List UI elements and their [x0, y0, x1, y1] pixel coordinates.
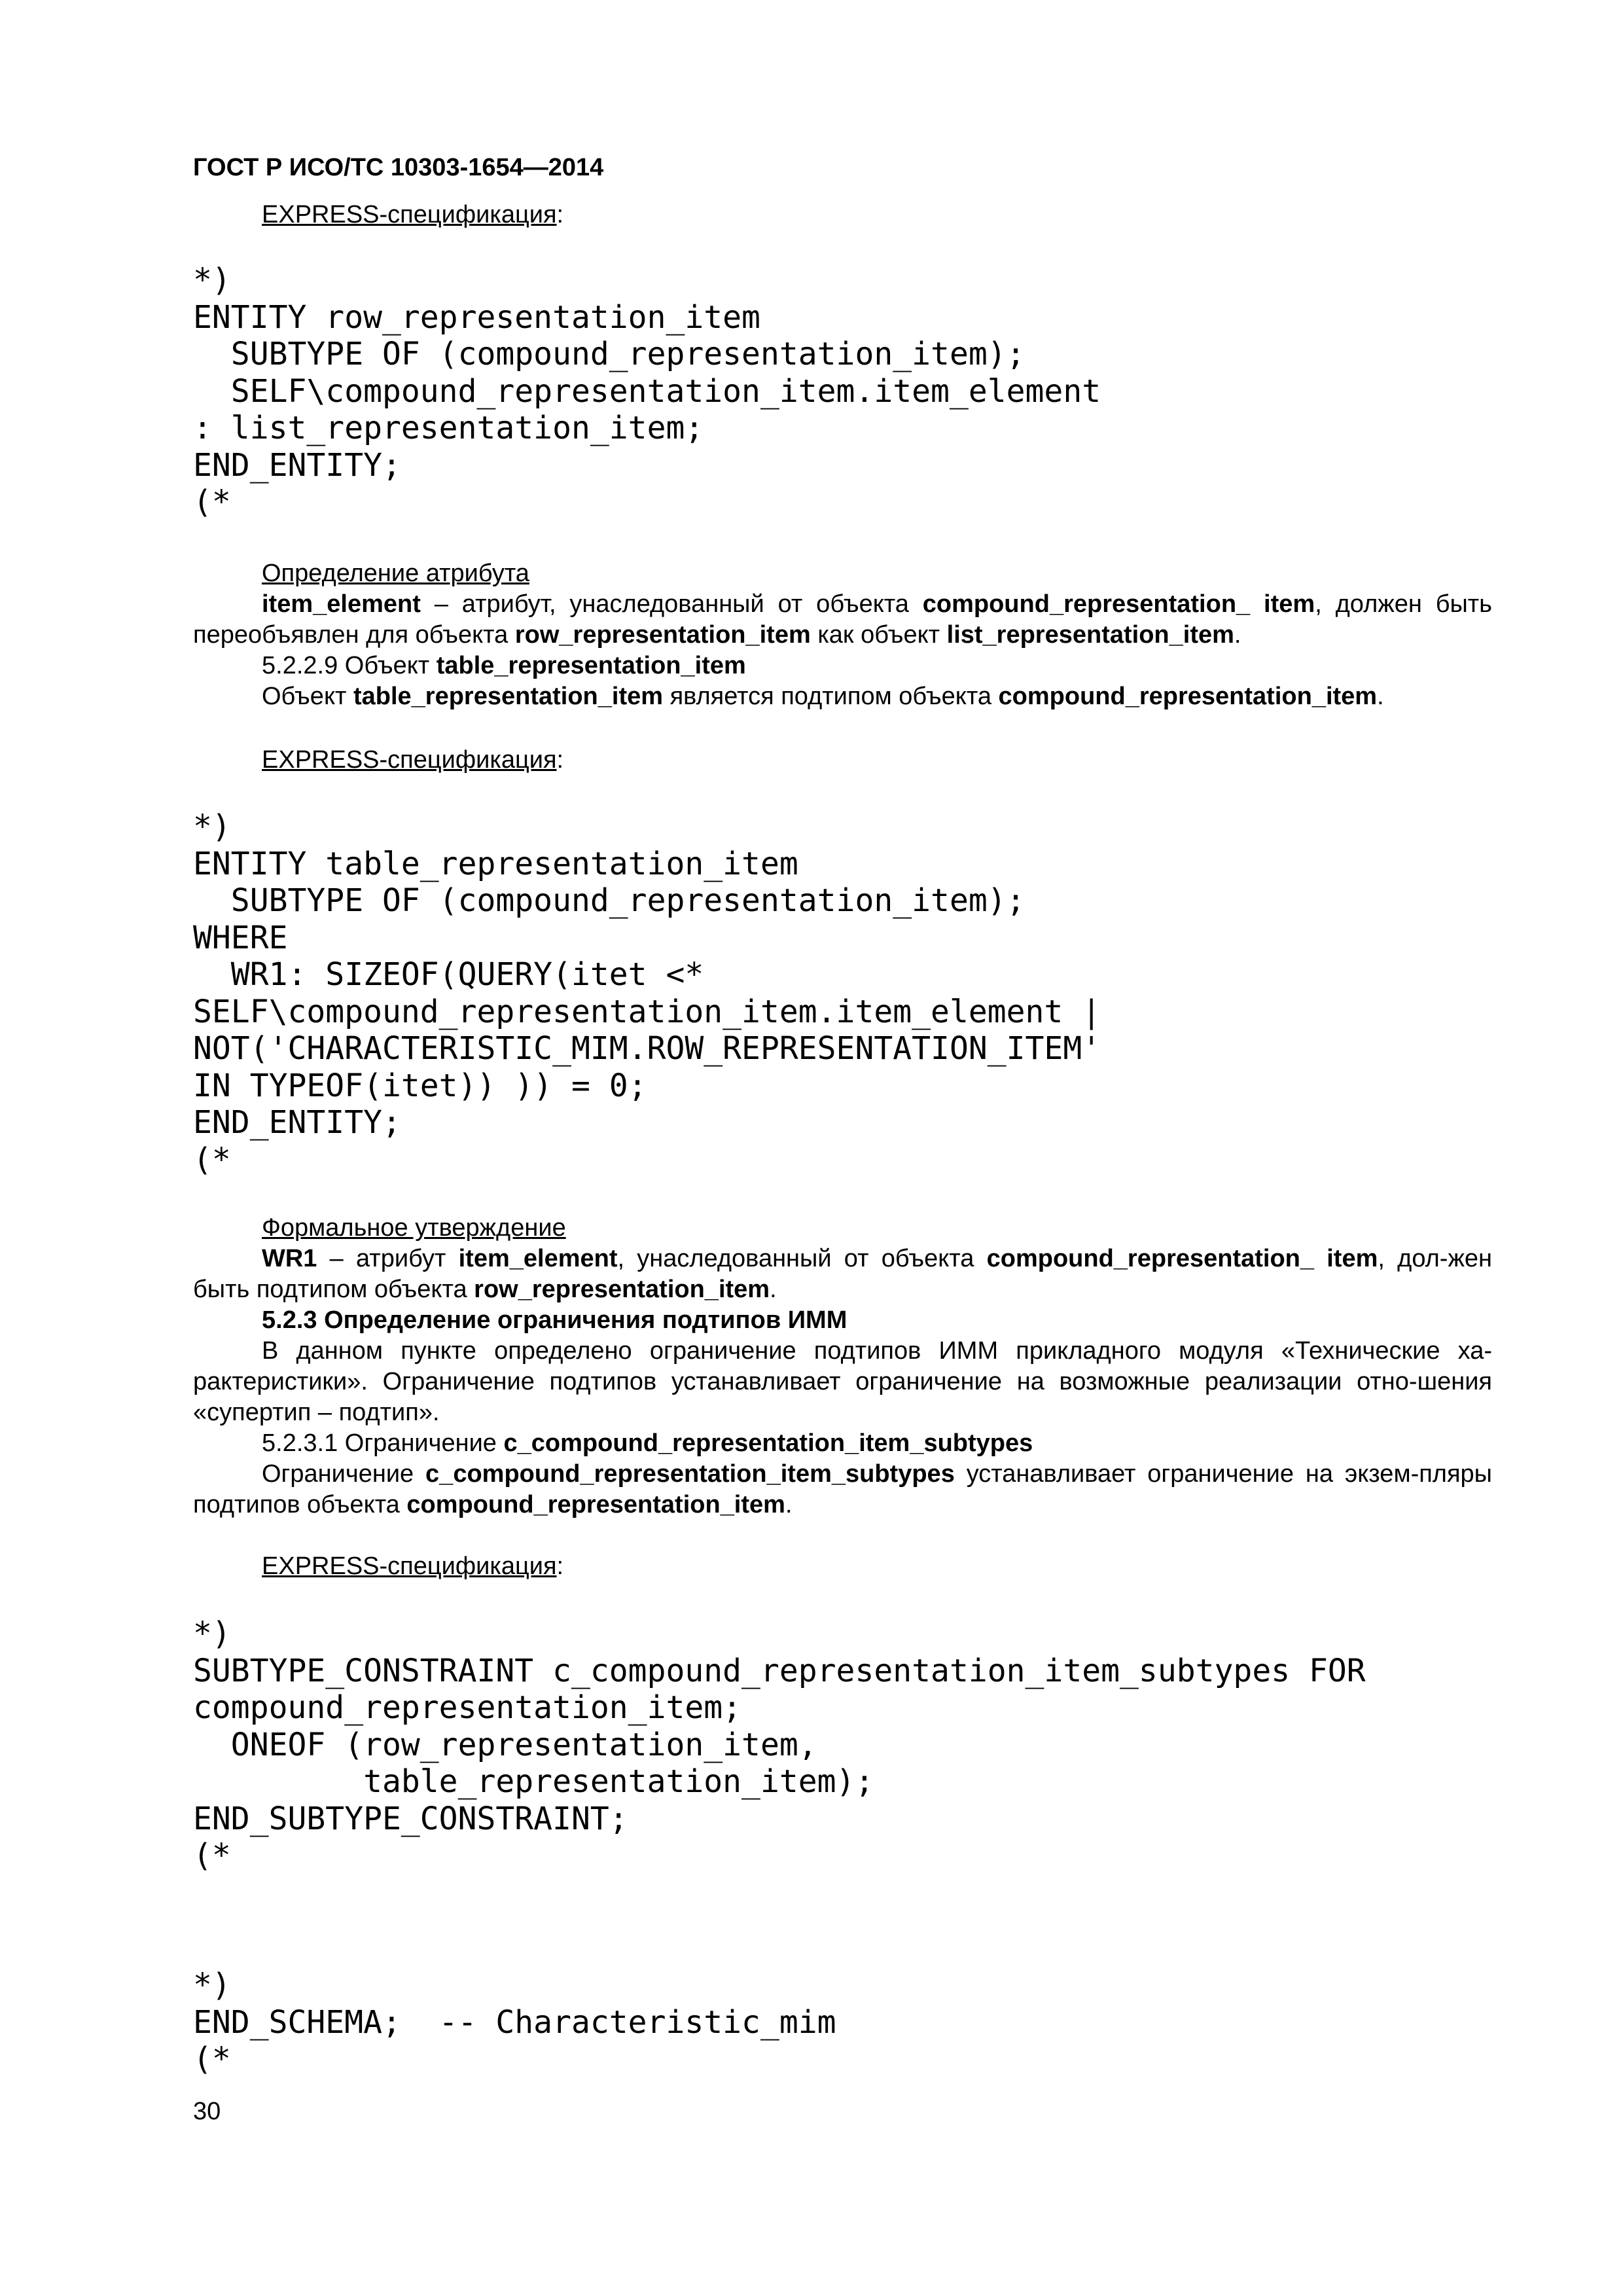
code-line: SUBTYPE OF (compound_representation_item);	[193, 336, 1026, 372]
code-line: ENTITY row_representation_item	[193, 298, 760, 336]
code-line: SELF\compound_representation_item.item_element	[193, 372, 1101, 410]
code-line: SELF\compound_representation_item.item_element |	[193, 993, 1101, 1030]
code-line: *)	[193, 1615, 231, 1652]
formal-proposition-text: WR1 – атрибут item_element, унаследованный от объекта compound_representation_ item, дол-жен быть подтипом объекта row_representation_item.	[193, 1245, 1492, 1303]
clause-5-2-2-9-title: 5.2.2.9 Объект table_representation_item	[262, 652, 746, 679]
code-block-end-schema	[193, 1967, 1492, 2078]
express-spec-label-3: EXPRESS-спецификация:	[262, 1552, 564, 1580]
clause-5-2-2-9-description: Объект table_representation_item является подтипом объекта compound_representation_item.	[262, 683, 1384, 710]
attribute-definition-text: item_element – атрибут, унаследованный от объекта compound_representation_ item, должен быть переобъявлен для объекта row_representation_item как объект list_representation_item.	[193, 590, 1492, 649]
code-line: (*	[193, 1837, 231, 1874]
code-line: WR1: SIZEOF(QUERY(itet <*	[193, 956, 704, 993]
formal-proposition-heading: Формальное утверждение	[262, 1214, 566, 1242]
clause-5-2-3-heading: 5.2.3 Определение ограничения подтипов ИММ	[262, 1306, 847, 1334]
clause-5-2-3-paragraph: В данном пункте определено ограничение подтипов ИММ прикладного модуля «Технические ха-рактеристики». Ограничение подтипов устанавливает ограничение на возможные реализации отно-шения «супертип – подтип».	[193, 1337, 1492, 1426]
attribute-definition-heading: Определение атрибута	[262, 560, 529, 587]
standard-header: ГОСТ Р ИСО/ТС 10303-1654—2014	[193, 154, 604, 181]
clause-5-2-3-1-title: 5.2.3.1 Ограничение c_compound_representation_item_subtypes	[262, 1429, 1033, 1457]
express-spec-label-1: EXPRESS-спецификация:	[262, 201, 564, 228]
code-line: ONEOF (row_representation_item,	[193, 1726, 817, 1763]
code-block-row-representation-item	[193, 262, 1492, 521]
code-line: IN TYPEOF(itet)) )) = 0;	[193, 1067, 647, 1104]
formal-proposition	[193, 1213, 1492, 1520]
code-block-table-representation-item	[193, 808, 1492, 1178]
express-spec-link: EXPRESS-спецификация	[262, 201, 557, 228]
code-line: : list_representation_item;	[193, 410, 704, 446]
express-spec-label-2: EXPRESS-спецификация:	[262, 746, 564, 774]
code-line: *)	[193, 808, 231, 845]
code-line: ENTITY table_representation_item	[193, 845, 798, 882]
code-block-subtype-constraint	[193, 1615, 1492, 1874]
code-line: compound_representation_item;	[193, 1689, 742, 1726]
code-line: *)	[193, 262, 231, 298]
code-line: SUBTYPE OF (compound_representation_item);	[193, 882, 1026, 919]
page-number: 30	[193, 2098, 221, 2125]
code-line: (*	[193, 2041, 231, 2077]
code-line: END_SUBTYPE_CONSTRAINT;	[193, 1800, 628, 1837]
code-line: (*	[193, 484, 231, 520]
attribute-definition	[193, 558, 1492, 712]
express-spec-link: EXPRESS-спецификация	[262, 746, 557, 774]
code-line: WHERE	[193, 919, 288, 956]
clause-5-2-3-1-description: Ограничение c_compound_representation_item_subtypes устанавливает ограничение на экзем-пляры подтипов объекта compound_representation_item.	[193, 1460, 1492, 1518]
code-line: *)	[193, 1967, 231, 2003]
code-line: END_ENTITY;	[193, 446, 401, 484]
code-line: (*	[193, 1141, 231, 1178]
code-line: END_ENTITY;	[193, 1104, 401, 1141]
code-line: SUBTYPE_CONSTRAINT c_compound_representation_item_subtypes FOR	[193, 1652, 1366, 1689]
code-line: NOT('CHARACTERISTIC_MIM.ROW_REPRESENTATION_ITEM'	[193, 1030, 1101, 1067]
code-line: table_representation_item);	[193, 1763, 874, 1800]
express-spec-link: EXPRESS-спецификация	[262, 1552, 557, 1580]
code-line: END_SCHEMA; -- Characteristic_mim	[193, 2003, 836, 2041]
